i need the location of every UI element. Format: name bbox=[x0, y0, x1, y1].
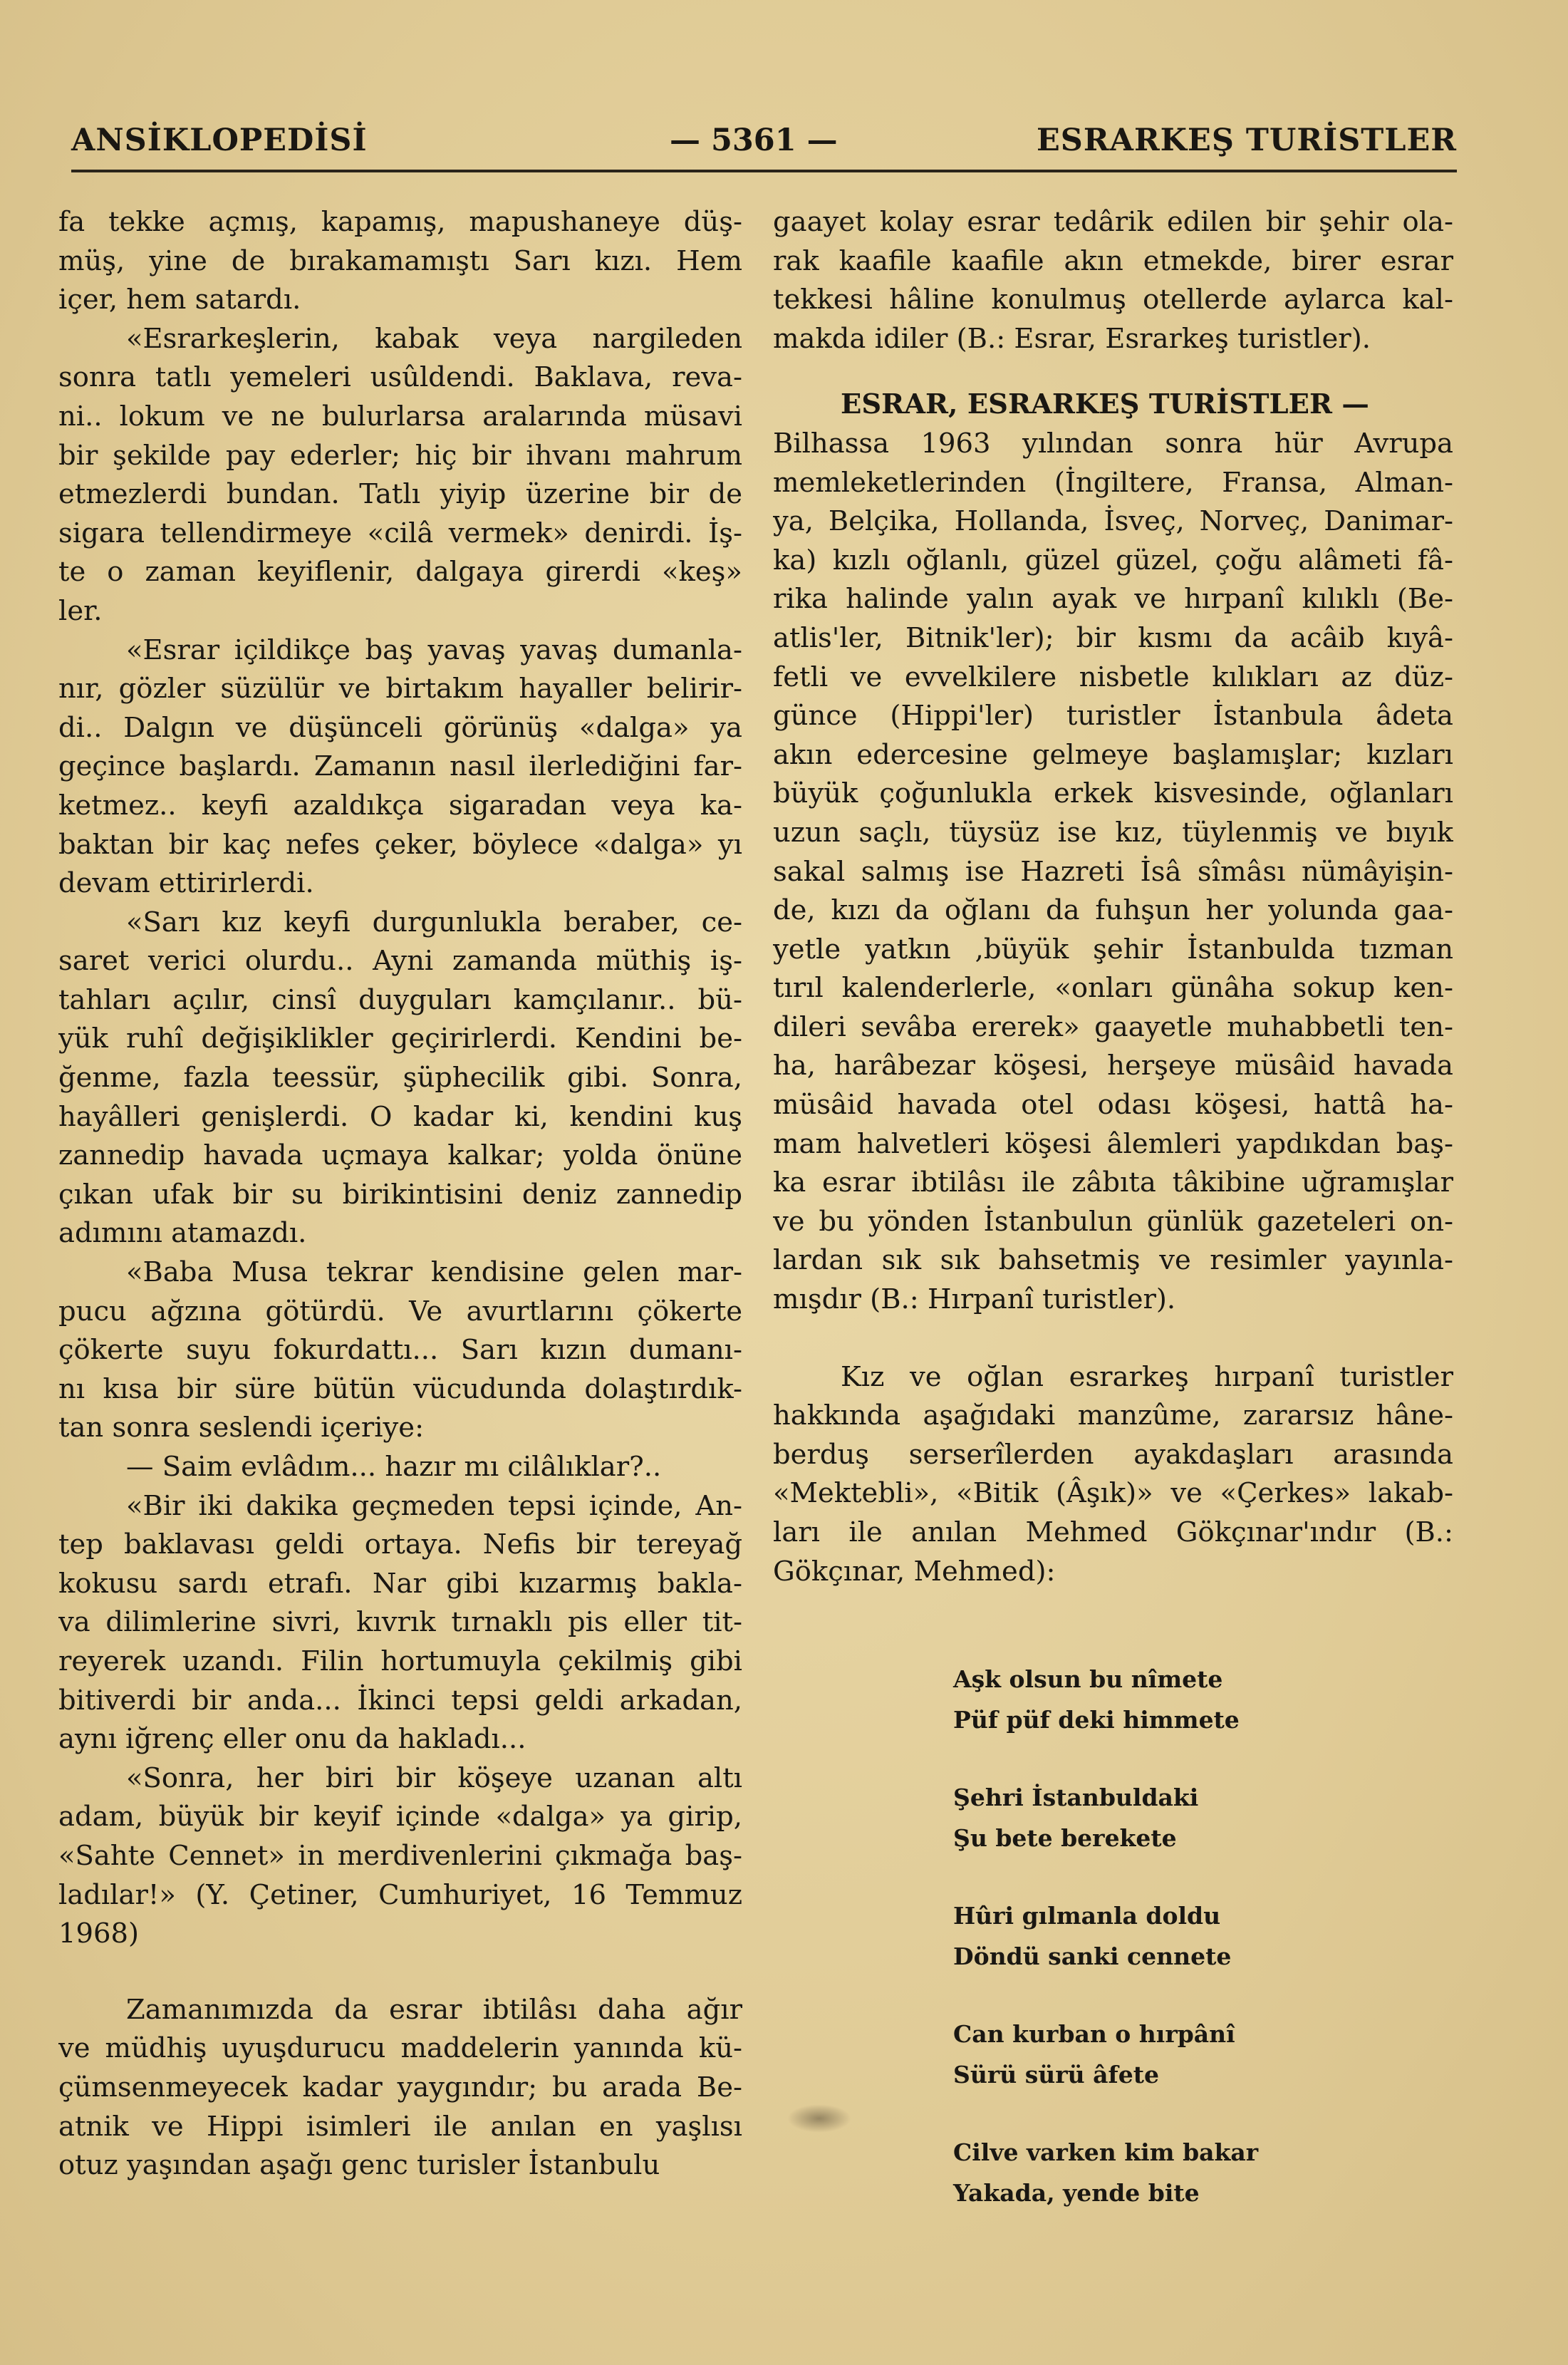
text-line: Gökçınar, Mehmed): bbox=[773, 1555, 1056, 1588]
text-line: müsâid havada otel odası köşesi, hattâ ha- bbox=[773, 1089, 1453, 1122]
text-line: tan sonra seslendi içeriye: bbox=[58, 1412, 425, 1444]
text-line: çümsenmeyecek kadar yaygındır; bu arada Be- bbox=[58, 2071, 742, 2103]
text-line: saret verici olurdu.. Ayni zamanda müthiş iş- bbox=[58, 945, 742, 978]
text-line: hayâlleri genişlerdi. O kadar ki, kendini kuş bbox=[58, 1100, 742, 1133]
text-line: adam, büyük bir keyif içinde «dalga» ya girip, bbox=[58, 1801, 742, 1833]
text-line: Bilhassa 1963 yılından sonra hür Avrupa bbox=[773, 427, 1453, 460]
text-line: bir şekilde pay ederler; hiç bir ihvanı mahrum bbox=[58, 439, 742, 472]
text-line: lardan sık sık bahsetmiş ve resimler yayınla- bbox=[773, 1244, 1453, 1277]
text-line: nır, gözler süzülür ve birtakım hayaller belirir- bbox=[58, 673, 742, 705]
text-line: tırıl kalenderlerle, «onları günâha sokup ken- bbox=[773, 972, 1453, 1005]
text-line: berduş serserîlerden ayakdaşları arasında bbox=[773, 1438, 1453, 1471]
entry-title: ESRAR, ESRARKEŞ TURİSTLER — bbox=[841, 388, 1369, 421]
text-line: ya, Belçika, Hollanda, İsveç, Norveç, Danimar- bbox=[773, 505, 1453, 538]
text-line: memleketlerinden (İngiltere, Fransa, Alman- bbox=[773, 466, 1453, 499]
text-line: fa tekke açmış, kapamış, mapushaneye düş- bbox=[58, 206, 742, 238]
text-line: 1968) bbox=[58, 1918, 139, 1950]
text-line: ha, harâbezar köşesi, herşeye müsâid havada bbox=[773, 1050, 1453, 1082]
text-line: zannedip havada uçmaya kalkar; yolda önüne bbox=[58, 1139, 742, 1172]
paragraph bbox=[58, 320, 742, 631]
paragraph bbox=[58, 904, 742, 1253]
text-line: ka esrar ibtilâsı ile zâbıta tâkibine uğramışlar bbox=[773, 1166, 1453, 1199]
paragraph bbox=[58, 631, 742, 904]
text-line: geçince başlardı. Zamanın nasıl ilerlediğini far- bbox=[58, 750, 742, 783]
text-line: ları ile anılan Mehmed Gökçınar'ındır (B.: bbox=[773, 1516, 1453, 1548]
poem-stanza bbox=[953, 1659, 1258, 1740]
text-line: ve müdhiş uyuşdurucu maddelerin yanında kü- bbox=[58, 2032, 742, 2065]
poem-stanza bbox=[953, 1895, 1258, 1977]
text-line: sigara tellendirmeye «cilâ vermek» denirdi. İş- bbox=[58, 517, 742, 549]
text-line: atnik ve Hippi isimleri ile anılan en yaşlısı bbox=[58, 2110, 742, 2143]
text-line: atlis'ler, Bitnik'ler); bir kısmı da acâib kıyâ- bbox=[773, 621, 1453, 654]
text-line: di.. Dalgın ve düşünceli görünüş «dalga» ya bbox=[58, 711, 742, 744]
paragraph bbox=[58, 203, 742, 320]
poem-line: Püf püf deki himmete bbox=[953, 1706, 1240, 1734]
text-line: tekkesi hâline konulmuş otellerde aylarca kal- bbox=[773, 284, 1453, 316]
poem-line: Aşk olsun bu nîmete bbox=[953, 1665, 1223, 1693]
text-line: «Esrarkeşlerin, kabak veya nargileden bbox=[126, 322, 742, 355]
text-line: çıkan ufak bir su birikintisini deniz zannedip bbox=[58, 1178, 742, 1211]
text-line: — Saim evlâdım... hazır mı cilâlıklar?.. bbox=[126, 1451, 662, 1483]
header-right: ESRARKEŞ TURİSTLER bbox=[1037, 123, 1457, 158]
text-line: bitiverdi bir anda... İkinci tepsi geldi arkadan, bbox=[58, 1684, 742, 1717]
text-line: müş, yine de bırakamamıştı Sarı kızı. Hem bbox=[58, 244, 742, 277]
text-line: dileri sevâba ererek» gaayetle muhabbetli ten- bbox=[773, 1010, 1453, 1043]
text-line: ketmez.. keyfi azaldıkça sigaradan veya ka- bbox=[58, 789, 742, 822]
text-line: rak kaafile kaafile akın etmekde, birer esrar bbox=[773, 244, 1453, 277]
header-left: ANSİKLOPEDİSİ bbox=[71, 123, 368, 158]
text-line: sonra tatlı yemeleri usûldendi. Baklava, reva- bbox=[58, 361, 742, 394]
text-line: Kız ve oğlan esrarkeş hırpanî turistler bbox=[841, 1360, 1453, 1393]
text-line: hakkında aşağıdaki manzûme, zararsız hâne- bbox=[773, 1399, 1453, 1432]
text-line: «Esrar içildikçe baş yavaş yavaş dumanla- bbox=[126, 633, 742, 666]
text-line: devam ettirirlerdi. bbox=[58, 867, 314, 900]
text-line: mışdır (B.: Hırpanî turistler). bbox=[773, 1283, 1176, 1316]
text-line: ladılar!» (Y. Çetiner, Cumhuriyet, 16 Temmuz bbox=[58, 1878, 742, 1911]
text-line: de, kızı da oğlanı da fuhşun her yolunda gaa- bbox=[773, 894, 1453, 927]
poem-line: Yakada, yende bite bbox=[953, 2179, 1200, 2207]
text-line: ve bu yönden İstanbulun günlük gazeteleri on- bbox=[773, 1205, 1453, 1238]
text-line: içer, hem satardı. bbox=[58, 284, 301, 316]
text-line: akın edercesine gelmeye başlamışlar; kızları bbox=[773, 738, 1453, 771]
text-line: makda idiler (B.: Esrar, Esrarkeş turistler). bbox=[773, 322, 1371, 355]
text-line: günce (Hippi'ler) turistler İstanbula âdeta bbox=[773, 700, 1453, 733]
paragraph bbox=[58, 1253, 742, 1448]
paragraph bbox=[58, 1759, 742, 1954]
text-line: aynı iğrenç eller onu da hakladı... bbox=[58, 1723, 526, 1756]
poem-line: Şehri İstanbuldaki bbox=[953, 1784, 1199, 1811]
text-line: otuz yaşından aşağı genc turisler İstanbulu bbox=[58, 2149, 660, 2182]
text-line: büyük çoğunlukla erkek kisvesinde, oğlanları bbox=[773, 777, 1453, 810]
paragraph bbox=[58, 1487, 742, 1759]
left-column bbox=[58, 203, 742, 2185]
text-line: mam halvetleri köşesi âlemleri yapdıkdan baş- bbox=[773, 1127, 1453, 1160]
text-line: kokusu sardı etrafı. Nar gibi kızarmış bakla- bbox=[58, 1567, 742, 1600]
poem-stanza bbox=[953, 2132, 1258, 2213]
text-line: ler. bbox=[58, 594, 103, 627]
text-line: yetle yatkın ,büyük şehir İstanbulda tızman bbox=[773, 933, 1453, 966]
entry-heading bbox=[773, 385, 1453, 425]
page-number: — 5361 — bbox=[670, 123, 838, 158]
header-rule bbox=[71, 170, 1457, 172]
text-line: baktan bir kaç nefes çeker, böylece «dalga» yı bbox=[58, 828, 742, 861]
poem bbox=[953, 1659, 1258, 2250]
poem-intro bbox=[773, 1358, 1453, 1592]
text-line: adımını atamazdı. bbox=[58, 1217, 307, 1250]
right-column-continuation bbox=[773, 203, 1453, 358]
text-line: «Sarı kız keyfi durgunlukla beraber, ce- bbox=[126, 906, 742, 938]
right-column bbox=[773, 203, 1453, 1591]
poem-stanza bbox=[953, 1777, 1258, 1858]
text-line: sakal salmış ise Hazreti İsâ sîmâsı nümâyişin- bbox=[773, 855, 1453, 888]
text-line: reyerek uzandı. Filin hortumuyla çekilmiş gibi bbox=[58, 1645, 742, 1677]
text-line: «Bir iki dakika geçmeden tepsi içinde, An- bbox=[126, 1489, 742, 1522]
text-line: çökerte suyu fokurdattı... Sarı kızın dumanı- bbox=[58, 1334, 742, 1367]
text-line: tahları açılır, cinsî duyguları kamçılanır.. bü- bbox=[58, 983, 742, 1016]
text-line: «Mektebli», «Bitik (Âşık)» ve «Çerkes» lakab- bbox=[773, 1477, 1453, 1510]
poem-line: Can kurban o hırpânî bbox=[953, 2020, 1235, 2048]
paragraph bbox=[58, 1448, 742, 1487]
poem-line: Hûri gılmanla doldu bbox=[953, 1902, 1221, 1930]
poem-line: Sürü sürü âfete bbox=[953, 2061, 1159, 2089]
text-line: tep baklavası geldi ortaya. Nefis bir tereyağ bbox=[58, 1528, 742, 1561]
text-line: ka) kızlı oğlanlı, güzel güzel, çoğu alâmeti fâ- bbox=[773, 544, 1453, 576]
text-line: te o zaman keyiflenir, dalgaya girerdi «keş» bbox=[58, 556, 742, 589]
text-line: «Sonra, her biri bir köşeye uzanan altı bbox=[126, 1761, 742, 1794]
text-line: pucu ağzına götürdü. Ve avurtlarını çökerte bbox=[58, 1295, 742, 1328]
text-line: ni.. lokum ve ne bulurlarsa aralarında müsavi bbox=[58, 400, 742, 433]
text-line: uzun saçlı, tüysüz ise kız, tüylenmiş ve bıyık bbox=[773, 816, 1453, 849]
page-header bbox=[71, 123, 1457, 172]
poem-line: Döndü sanki cennete bbox=[953, 1942, 1232, 1970]
paragraph bbox=[58, 1991, 742, 2185]
poem-stanza bbox=[953, 2014, 1258, 2095]
text-line: Zamanımızda da esrar ibtilâsı daha ağır bbox=[126, 1993, 742, 2026]
ink-smudge bbox=[787, 2104, 851, 2133]
text-line: va dilimlerine sivri, kıvrık tırnaklı pis eller tit- bbox=[58, 1606, 742, 1639]
poem-line: Cilve varken kim bakar bbox=[953, 2138, 1259, 2166]
text-line: «Sahte Cennet» in merdivenlerini çıkmağa baş- bbox=[58, 1839, 742, 1872]
text-line: yük ruhî değişiklikler geçirirlerdi. Kendini be- bbox=[58, 1023, 742, 1055]
text-line: «Baba Musa tekrar kendisine gelen mar- bbox=[126, 1256, 742, 1289]
poem-line: Şu bete berekete bbox=[953, 1824, 1177, 1852]
text-line: etmezlerdi bundan. Tatlı yiyip üzerine bir de bbox=[58, 478, 742, 511]
text-line: gaayet kolay esrar tedârik edilen bir şehir ola- bbox=[773, 206, 1453, 238]
entry-body bbox=[773, 425, 1453, 1320]
text-line: ğenme, fazla teessür, şüphecilik gibi. Sonra, bbox=[58, 1062, 742, 1094]
text-line: fetli ve evvelkilere nisbetle kılıkları az düz- bbox=[773, 661, 1453, 693]
text-line: nı kısa bir süre bütün vücudunda dolaştırdık- bbox=[58, 1372, 742, 1405]
text-line: rika halinde yalın ayak ve hırpanî kılıklı (Be- bbox=[773, 583, 1453, 616]
